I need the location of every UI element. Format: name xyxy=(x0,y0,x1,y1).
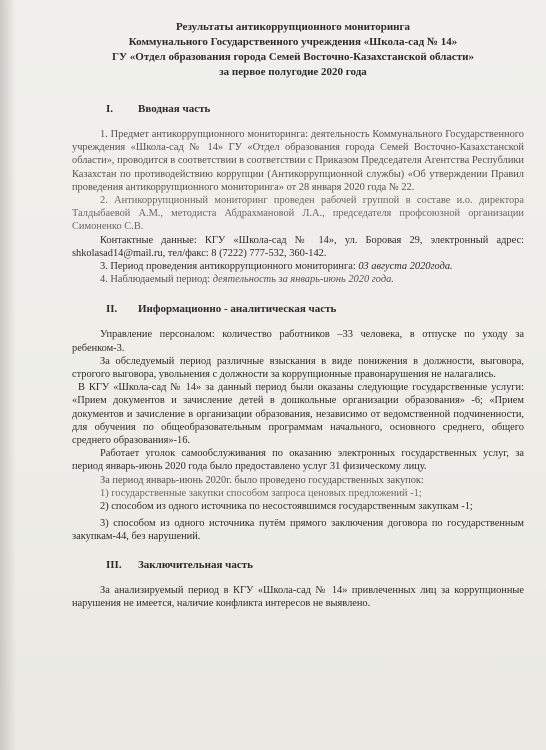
section-title: Заключительная часть xyxy=(138,558,253,571)
procurement-item-3: 3) способом из одного источника путём прямого заключения договора по государственным закупкам-44, без нарушений. xyxy=(72,518,524,543)
analysis-section-body xyxy=(72,328,524,543)
conclusion-section-body xyxy=(72,584,524,610)
scan-edge-shadow xyxy=(0,0,16,750)
document-title xyxy=(72,20,524,80)
section-heading-3 xyxy=(72,558,524,572)
observed-period-label: 4. Наблюдаемый период: xyxy=(100,274,213,286)
title-line-3: ГУ «Отдел образования города Семей Восточно-Казахстанской области» xyxy=(111,51,475,63)
intro-paragraph-3 xyxy=(72,260,524,273)
section-number: III. xyxy=(106,558,122,571)
analysis-services-paragraph: В КГУ «Школа-сад № 14» за данный период были оказаны следующие государственные услуги: «Прием документов и зачисление детей в дошкольные организации образования» -6; «Прием документов и зачисление в организации образования, независимо от ведомственной подчиненности, для обучения по общеобразовательным программам начального, основного среднего, общего среднего образования»-16. xyxy=(72,382,524,447)
analysis-staff-paragraph: Управление персоналом: количество работников –33 человека, в отпуске по уходу за ребенком-3. xyxy=(72,329,524,354)
section-number: I. xyxy=(106,103,114,115)
section-heading-1 xyxy=(72,102,524,116)
title-line-1: Результаты антикоррупционного мониторинга xyxy=(175,21,411,33)
section-title: Информационно - аналитическая часть xyxy=(138,303,337,316)
procurement-item-2: 2) способом из одного источника по несостоявшимся государственным закупкам -1; xyxy=(100,501,473,513)
section-number: II. xyxy=(106,303,118,316)
intro-paragraph-2: 2. Антикоррупционный мониторинг проведен рабочей группой в составе и.о. директора Талдыбаевой А.М., методиста Абдрахмановой Л.А., председателя профсоюзной организации Симоненко С.В. xyxy=(72,195,524,233)
conclusion-paragraph: За анализируемый период в КГУ «Школа-сад № 14» привлеченных лиц за коррупционные нарушения не имеется, наличие конфликта интересов не выявлено. xyxy=(72,584,524,609)
analysis-penalties-paragraph: За обследуемый период различные взыскания в виде понижения в должности, выговора, строгого выговора, увольнения с должности за коррупционные правонарушения не налагались. xyxy=(72,355,524,381)
intro-paragraph-4 xyxy=(72,273,524,286)
intro-section-body xyxy=(72,128,524,286)
monitoring-period-value: 03 августа 2020года. xyxy=(358,261,453,273)
section-heading-2 xyxy=(72,302,524,316)
title-line-4: за первое полугодие 2020 года xyxy=(219,66,367,78)
procurement-item-1: 1) государственные закупки способом запроса ценовых предложений -1; xyxy=(100,487,422,499)
title-line-2: Коммунального Государственного учреждения «Школа-сад № 14» xyxy=(128,36,458,48)
section-title: Вводная часть xyxy=(138,103,211,115)
observed-period-value: деятельность за январь-июнь 2020 года. xyxy=(212,274,394,286)
analysis-self-service-paragraph: Работает уголок самообслуживания по оказанию электронных государственных услуг, за период январь-июнь 2020 года было предоставлено услуг 31 физическому лицу. xyxy=(72,448,524,473)
analysis-procurement-intro: За период январь-июнь 2020г. было проведено государственных закупок: xyxy=(100,474,424,486)
monitoring-period-label: 3. Период проведения антикоррупционного мониторинга: xyxy=(100,261,359,273)
intro-paragraph-1: 1. Предмет антикоррупционного мониторинга: деятельность Коммунального Государственного учреждения «Школа-сад № 14» ГУ «Отдел образования города Семей Восточно-Казахстанской области», проводится в соответствии в соответствии с Приказом Председателя Агентства Республики Казахстан по противодействию коррупции (Антикоррупционной службы) «Об утверждении Правил проведения антикоррупционного мониторинга» от 28 января 2020 года № 22. xyxy=(72,129,524,193)
intro-contacts: Контактные данные: КГУ «Школа-сад № 14», ул. Боровая 29, электронный адрес: shkolasad14@mail.ru, тел/факс: 8 (7222) 777-532, 360-142. xyxy=(72,234,524,259)
